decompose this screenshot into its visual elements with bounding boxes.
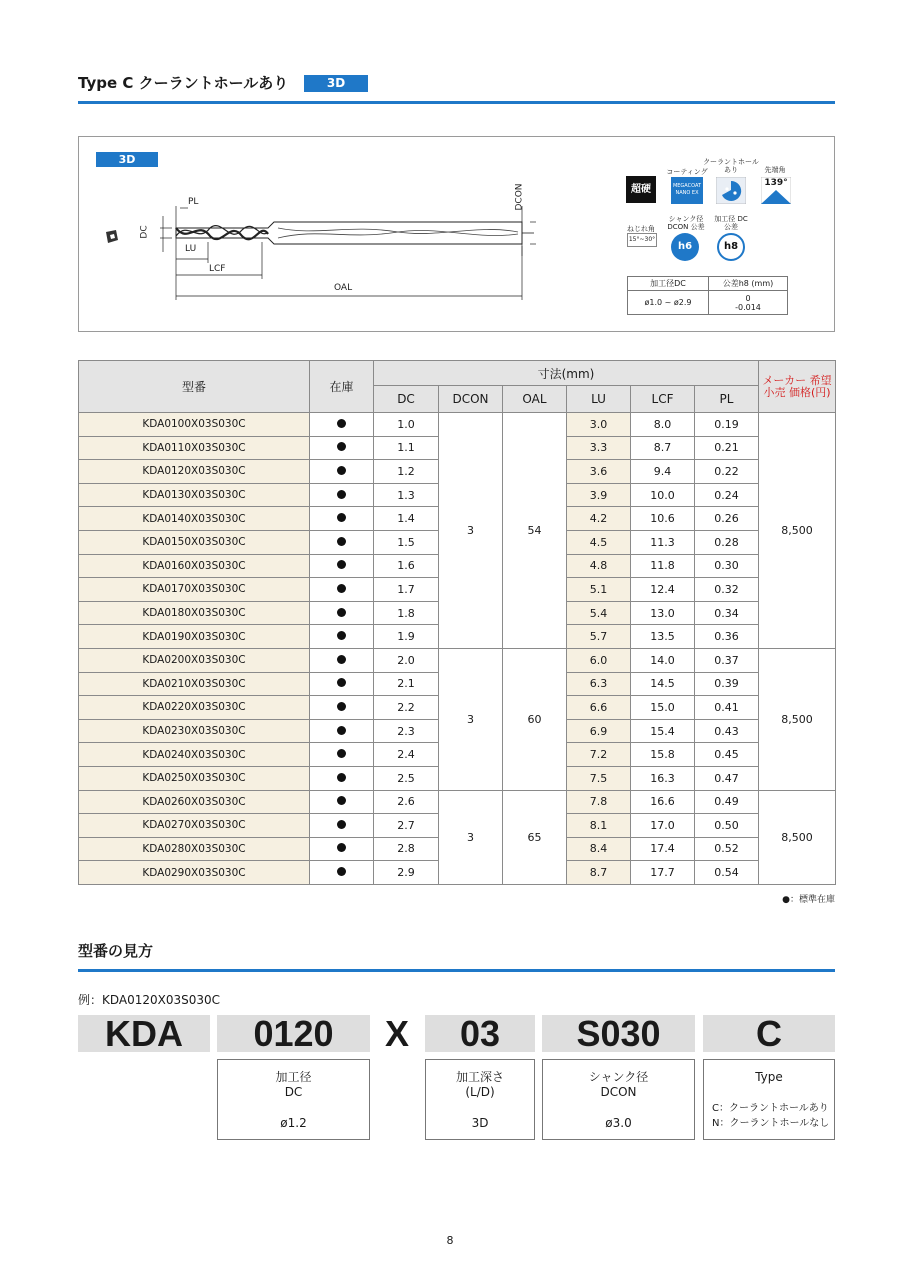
header-stock: 在庫 bbox=[310, 361, 374, 413]
stock-dot-icon bbox=[337, 513, 346, 522]
stock-mark bbox=[310, 436, 374, 460]
stock-dot-icon bbox=[337, 820, 346, 829]
header-dc: DC bbox=[374, 386, 439, 413]
dc-value: 2.8 bbox=[374, 837, 439, 861]
stock-dot-icon bbox=[337, 749, 346, 758]
coating-icon: MEGACOAT NANO EX bbox=[671, 177, 703, 204]
lu-value: 6.0 bbox=[567, 648, 631, 672]
lcf-value: 13.0 bbox=[631, 601, 695, 625]
box-type-options bbox=[712, 1101, 832, 1131]
model-rule bbox=[78, 969, 835, 972]
box-dc-value: ø1.2 bbox=[280, 1116, 307, 1130]
coolant-caption: クーラントホール あり bbox=[703, 158, 759, 174]
part-number: KDA0120X03S030C bbox=[79, 460, 310, 484]
dc-value: 2.3 bbox=[374, 719, 439, 743]
header-rule bbox=[78, 101, 835, 104]
dc-value: 1.8 bbox=[374, 601, 439, 625]
dc-value: 1.6 bbox=[374, 554, 439, 578]
lcf-value: 10.0 bbox=[631, 483, 695, 507]
stock-dot-icon bbox=[337, 678, 346, 687]
stock-mark bbox=[310, 625, 374, 649]
pl-value: 0.52 bbox=[695, 837, 759, 861]
part-number: KDA0280X03S030C bbox=[79, 837, 310, 861]
pl-value: 0.39 bbox=[695, 672, 759, 696]
header-part: 型番 bbox=[79, 361, 310, 413]
type-c-description: C：クーラントホールあり bbox=[712, 1103, 829, 1114]
page-number: 8 bbox=[446, 1234, 454, 1247]
section-title: Type C クーラントホールあり bbox=[78, 74, 289, 92]
header-pl: PL bbox=[695, 386, 759, 413]
dc-value: 2.0 bbox=[374, 648, 439, 672]
part-number: KDA0290X03S030C bbox=[79, 861, 310, 885]
header-dims: 寸法(mm) bbox=[374, 361, 759, 386]
box-shank-label2: DCON bbox=[600, 1085, 637, 1099]
product-table bbox=[78, 360, 836, 885]
pl-value: 0.45 bbox=[695, 743, 759, 767]
lu-value: 3.9 bbox=[567, 483, 631, 507]
part-number: KDA0130X03S030C bbox=[79, 483, 310, 507]
stock-dot-icon bbox=[337, 537, 346, 546]
dc-value: 2.4 bbox=[374, 743, 439, 767]
dim-pl: PL bbox=[188, 197, 199, 207]
pl-value: 0.26 bbox=[695, 507, 759, 531]
pl-value: 0.30 bbox=[695, 554, 759, 578]
stock-mark bbox=[310, 648, 374, 672]
part-number: KDA0270X03S030C bbox=[79, 814, 310, 838]
part-number: KDA0230X03S030C bbox=[79, 719, 310, 743]
stock-mark bbox=[310, 483, 374, 507]
box-dc bbox=[217, 1059, 370, 1140]
tolerance-table bbox=[627, 276, 788, 315]
dc-tolerance-caption: 加工径 DC 公差 bbox=[714, 215, 748, 231]
dcon-value: 3 bbox=[439, 648, 503, 790]
lu-value: 3.3 bbox=[567, 436, 631, 460]
pl-value: 0.47 bbox=[695, 766, 759, 790]
stock-dot-icon bbox=[337, 584, 346, 593]
tolerance-upper: 0 bbox=[745, 293, 751, 303]
pl-value: 0.41 bbox=[695, 696, 759, 720]
pl-value: 0.21 bbox=[695, 436, 759, 460]
dc-value: 1.1 bbox=[374, 436, 439, 460]
stock-mark bbox=[310, 413, 374, 437]
drill-section-icon bbox=[106, 230, 118, 243]
oal-value: 54 bbox=[503, 413, 567, 649]
header-lcf: LCF bbox=[631, 386, 695, 413]
table-row bbox=[79, 790, 836, 814]
dc-value: 1.5 bbox=[374, 530, 439, 554]
stock-mark bbox=[310, 601, 374, 625]
stock-dot-icon bbox=[337, 560, 346, 569]
lcf-value: 9.4 bbox=[631, 460, 695, 484]
dc-value: 1.7 bbox=[374, 578, 439, 602]
part-number: KDA0180X03S030C bbox=[79, 601, 310, 625]
box-dc-label2: DC bbox=[284, 1085, 303, 1099]
tolerance-range: ø1.0 ~ ø2.9 bbox=[628, 291, 709, 315]
pl-value: 0.28 bbox=[695, 530, 759, 554]
part-number: KDA0200X03S030C bbox=[79, 648, 310, 672]
dc-value: 1.9 bbox=[374, 625, 439, 649]
lcf-value: 14.5 bbox=[631, 672, 695, 696]
dc-value: 2.2 bbox=[374, 696, 439, 720]
part-number: KDA0220X03S030C bbox=[79, 696, 310, 720]
stock-mark bbox=[310, 507, 374, 531]
stock-mark bbox=[310, 554, 374, 578]
pl-value: 0.24 bbox=[695, 483, 759, 507]
part-number: KDA0170X03S030C bbox=[79, 578, 310, 602]
pl-value: 0.49 bbox=[695, 790, 759, 814]
stock-dot-icon bbox=[337, 419, 346, 428]
lu-value: 4.8 bbox=[567, 554, 631, 578]
stock-mark bbox=[310, 814, 374, 838]
pl-value: 0.36 bbox=[695, 625, 759, 649]
lcf-value: 15.8 bbox=[631, 743, 695, 767]
pl-value: 0.50 bbox=[695, 814, 759, 838]
lcf-value: 10.6 bbox=[631, 507, 695, 531]
segment-type: C bbox=[703, 1015, 835, 1052]
dc-value: 1.2 bbox=[374, 460, 439, 484]
helix-caption: ねじれ角 bbox=[627, 225, 655, 233]
table-body bbox=[79, 413, 836, 885]
stock-dot-icon bbox=[337, 655, 346, 664]
lu-value: 5.7 bbox=[567, 625, 631, 649]
drawing-badge: 3D bbox=[96, 152, 158, 167]
dc-value: 2.5 bbox=[374, 766, 439, 790]
stock-mark bbox=[310, 719, 374, 743]
lcf-value: 15.4 bbox=[631, 719, 695, 743]
dim-dc: DC bbox=[139, 225, 150, 239]
type-n-description: N：クーラントホールなし bbox=[712, 1118, 830, 1129]
dc-value: 1.3 bbox=[374, 483, 439, 507]
dim-lcf: LCF bbox=[209, 264, 226, 274]
shank-tolerance-caption: シャンク径 DCON 公差 bbox=[667, 215, 705, 231]
stock-dot-icon bbox=[337, 726, 346, 735]
tip-angle-caption: 先端角 bbox=[764, 166, 786, 174]
tip-angle-value: 139° bbox=[764, 178, 788, 188]
lu-value: 4.2 bbox=[567, 507, 631, 531]
dim-oal: OAL bbox=[334, 283, 353, 293]
lu-value: 8.4 bbox=[567, 837, 631, 861]
stock-dot-icon bbox=[337, 796, 346, 805]
lcf-value: 17.7 bbox=[631, 861, 695, 885]
stock-mark bbox=[310, 696, 374, 720]
lcf-value: 13.5 bbox=[631, 625, 695, 649]
stock-dot-icon bbox=[337, 702, 346, 711]
stock-mark bbox=[310, 837, 374, 861]
pl-value: 0.22 bbox=[695, 460, 759, 484]
lcf-value: 17.0 bbox=[631, 814, 695, 838]
stock-dot-icon bbox=[337, 843, 346, 852]
part-number: KDA0110X03S030C bbox=[79, 436, 310, 460]
box-shank-label1: シャンク径 bbox=[588, 1070, 649, 1084]
lcf-value: 16.6 bbox=[631, 790, 695, 814]
header-lu: LU bbox=[567, 386, 631, 413]
dc-tolerance-icon: h8 bbox=[717, 233, 745, 261]
stock-dot-icon bbox=[337, 442, 346, 451]
dcon-value: 3 bbox=[439, 413, 503, 649]
table-row bbox=[79, 413, 836, 437]
stock-dot-icon bbox=[337, 867, 346, 876]
header-dcon: DCON bbox=[439, 386, 503, 413]
lu-value: 3.6 bbox=[567, 460, 631, 484]
lcf-value: 17.4 bbox=[631, 837, 695, 861]
box-depth-label2: (L/D) bbox=[465, 1085, 495, 1099]
drill-drawing bbox=[78, 136, 638, 332]
lu-value: 4.5 bbox=[567, 530, 631, 554]
lu-value: 5.1 bbox=[567, 578, 631, 602]
box-depth-label1: 加工深さ bbox=[455, 1070, 504, 1084]
stock-mark bbox=[310, 743, 374, 767]
part-number: KDA0100X03S030C bbox=[79, 413, 310, 437]
lu-value: 6.3 bbox=[567, 672, 631, 696]
lu-value: 8.1 bbox=[567, 814, 631, 838]
stock-legend: ●：標準在庫 bbox=[782, 895, 835, 905]
helix-angle-icon: 15°~30° bbox=[627, 233, 657, 247]
lcf-value: 11.3 bbox=[631, 530, 695, 554]
tolerance-values bbox=[709, 291, 788, 315]
stock-mark bbox=[310, 530, 374, 554]
lcf-value: 14.0 bbox=[631, 648, 695, 672]
stock-mark bbox=[310, 672, 374, 696]
lcf-value: 16.3 bbox=[631, 766, 695, 790]
box-type-label: Type bbox=[755, 1070, 783, 1084]
part-number: KDA0190X03S030C bbox=[79, 625, 310, 649]
tolerance-lower: -0.014 bbox=[735, 302, 761, 312]
lu-value: 7.2 bbox=[567, 743, 631, 767]
lcf-value: 15.0 bbox=[631, 696, 695, 720]
lcf-value: 8.0 bbox=[631, 413, 695, 437]
pl-value: 0.43 bbox=[695, 719, 759, 743]
dcon-value: 3 bbox=[439, 790, 503, 884]
stock-mark bbox=[310, 460, 374, 484]
stock-mark bbox=[310, 578, 374, 602]
box-depth bbox=[425, 1059, 535, 1140]
lu-value: 8.7 bbox=[567, 861, 631, 885]
box-type bbox=[703, 1059, 835, 1140]
model-section-title: 型番の見方 bbox=[78, 942, 154, 960]
dc-value: 2.1 bbox=[374, 672, 439, 696]
lu-value: 7.8 bbox=[567, 790, 631, 814]
dc-value: 2.7 bbox=[374, 814, 439, 838]
segment-x: X bbox=[384, 1013, 409, 1054]
segment-depth: 03 bbox=[425, 1015, 535, 1052]
box-dc-label1: 加工径 bbox=[275, 1070, 312, 1084]
carbide-icon: 超硬 bbox=[626, 176, 656, 203]
stock-mark bbox=[310, 861, 374, 885]
stock-dot-icon bbox=[337, 466, 346, 475]
oal-value: 60 bbox=[503, 648, 567, 790]
drill-body bbox=[176, 222, 534, 244]
box-shank-value: ø3.0 bbox=[605, 1116, 632, 1130]
segment-dc: 0120 bbox=[217, 1015, 370, 1052]
stock-mark bbox=[310, 766, 374, 790]
part-number: KDA0150X03S030C bbox=[79, 530, 310, 554]
price-value: 8,500 bbox=[759, 648, 836, 790]
dc-value: 1.0 bbox=[374, 413, 439, 437]
table-row bbox=[79, 648, 836, 672]
dc-value: 1.4 bbox=[374, 507, 439, 531]
segment-shank: S030 bbox=[542, 1015, 695, 1052]
lu-value: 3.0 bbox=[567, 413, 631, 437]
box-shank bbox=[542, 1059, 695, 1140]
price-value: 8,500 bbox=[759, 413, 836, 649]
dc-value: 2.9 bbox=[374, 861, 439, 885]
tolerance-header-dc: 加工径DC bbox=[628, 277, 709, 291]
stock-dot-icon bbox=[337, 773, 346, 782]
part-number: KDA0140X03S030C bbox=[79, 507, 310, 531]
lcf-value: 11.8 bbox=[631, 554, 695, 578]
stock-dot-icon bbox=[337, 490, 346, 499]
pl-value: 0.54 bbox=[695, 861, 759, 885]
model-example: 例：KDA0120X03S030C bbox=[78, 993, 221, 1007]
lcf-value: 12.4 bbox=[631, 578, 695, 602]
tolerance-header-h8: 公差h8 (mm) bbox=[709, 277, 788, 291]
lu-value: 5.4 bbox=[567, 601, 631, 625]
lu-value: 6.6 bbox=[567, 696, 631, 720]
pl-value: 0.32 bbox=[695, 578, 759, 602]
dc-value: 2.6 bbox=[374, 790, 439, 814]
lu-value: 6.9 bbox=[567, 719, 631, 743]
dim-lu: LU bbox=[185, 244, 197, 254]
pl-value: 0.37 bbox=[695, 648, 759, 672]
part-number: KDA0250X03S030C bbox=[79, 766, 310, 790]
header-oal: OAL bbox=[503, 386, 567, 413]
pl-value: 0.19 bbox=[695, 413, 759, 437]
shank-tolerance-icon: h6 bbox=[671, 233, 699, 261]
box-depth-value: 3D bbox=[471, 1116, 489, 1130]
dim-dcon: DCON bbox=[514, 183, 525, 211]
oal-value: 65 bbox=[503, 790, 567, 884]
pl-value: 0.34 bbox=[695, 601, 759, 625]
badge-3d: 3D bbox=[304, 75, 368, 92]
stock-dot-icon bbox=[337, 631, 346, 640]
part-number: KDA0160X03S030C bbox=[79, 554, 310, 578]
header-maker-price: メーカー 希望小売 価格(円) bbox=[759, 361, 836, 413]
stock-mark bbox=[310, 790, 374, 814]
lu-value: 7.5 bbox=[567, 766, 631, 790]
coating-caption: コーティング bbox=[666, 168, 708, 176]
part-number: KDA0260X03S030C bbox=[79, 790, 310, 814]
coolant-hole-icon bbox=[716, 177, 746, 204]
part-number: KDA0210X03S030C bbox=[79, 672, 310, 696]
lcf-value: 8.7 bbox=[631, 436, 695, 460]
stock-dot-icon bbox=[337, 608, 346, 617]
segment-kda: KDA bbox=[78, 1015, 210, 1052]
price-value: 8,500 bbox=[759, 790, 836, 884]
part-number: KDA0240X03S030C bbox=[79, 743, 310, 767]
